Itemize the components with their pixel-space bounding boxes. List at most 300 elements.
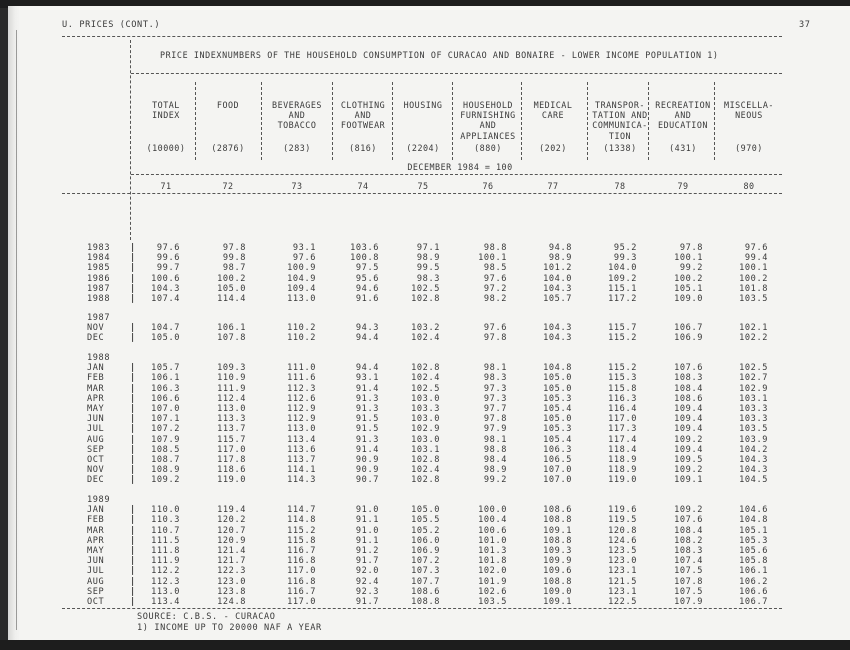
- column-header-line: TOBACCO: [277, 120, 317, 131]
- cell-value: 101.9: [478, 576, 507, 587]
- cell-value: 104.2: [739, 444, 768, 455]
- bottom-rule: [62, 608, 782, 609]
- cell-value: 112.9: [287, 404, 316, 414]
- cell-value: 104.3: [543, 323, 572, 334]
- cell-value: 104.8: [739, 515, 768, 526]
- cell-value: 102.4: [411, 333, 440, 344]
- cell-value: 107.0: [543, 475, 572, 486]
- cell-value: 105.1: [739, 525, 768, 536]
- cell-value: 109.9: [543, 556, 572, 567]
- row-divider: |: [130, 455, 136, 465]
- cell-value: 109.4: [287, 283, 316, 294]
- cell-value: 104.9: [287, 273, 316, 284]
- cell-value: 91.5: [355, 414, 379, 425]
- cell-value: 112.4: [217, 393, 246, 404]
- cell-value: 107.9: [151, 434, 180, 445]
- cell-value: 106.9: [674, 333, 703, 344]
- column-header-line: TRANSPOR-: [595, 100, 645, 110]
- cell-value: 102.5: [739, 363, 768, 374]
- cell-value: 102.2: [739, 333, 768, 344]
- cell-value: 94.8: [548, 243, 572, 253]
- cell-value: 95.2: [613, 243, 637, 253]
- cell-value: 92.4: [355, 576, 379, 587]
- row-divider: |: [130, 525, 136, 536]
- cell-value: 104.8: [543, 363, 572, 374]
- row-label: OCT: [87, 597, 105, 607]
- cell-value: 110.2: [287, 333, 316, 344]
- cell-value: 100.1: [674, 253, 703, 264]
- cell-value: 109.0: [543, 586, 572, 597]
- cell-value: 113.0: [287, 424, 316, 435]
- cell-value: 90.9: [355, 465, 379, 476]
- cell-value: 113.7: [217, 424, 246, 435]
- cell-value: 116.8: [287, 576, 316, 587]
- cell-value: 116.4: [608, 404, 637, 414]
- row-label: JAN: [87, 363, 105, 374]
- cell-value: 112.2: [151, 566, 180, 577]
- cell-value: 108.4: [674, 525, 703, 536]
- row-label: MAY: [87, 546, 105, 556]
- cell-value: 123.5: [608, 546, 637, 556]
- cell-value: 118.9: [608, 465, 637, 476]
- cell-value: 98.3: [416, 273, 440, 284]
- cell-value: 106.3: [151, 383, 180, 394]
- row-divider: |: [130, 373, 136, 384]
- cell-value: 102.8: [411, 455, 440, 465]
- row-label: 1986: [87, 273, 111, 284]
- code-rule: [62, 193, 782, 194]
- cell-value: 98.3: [483, 373, 507, 384]
- cell-value: 115.2: [608, 363, 637, 374]
- cell-value: 112.3: [287, 383, 316, 394]
- cell-value: 104.3: [739, 465, 768, 476]
- cell-value: 91.3: [355, 434, 379, 445]
- cell-value: 93.1: [292, 243, 316, 253]
- cell-value: 109.3: [217, 363, 246, 374]
- cell-value: 91.0: [355, 525, 379, 536]
- cell-value: 91.1: [355, 535, 379, 546]
- cell-value: 106.0: [411, 535, 440, 546]
- row-label: SEP: [87, 586, 105, 597]
- binding-edge-line: [16, 30, 17, 630]
- cell-value: 94.4: [355, 363, 379, 374]
- cell-value: 105.7: [151, 363, 180, 374]
- cell-value: 108.8: [543, 535, 572, 546]
- cell-value: 109.4: [674, 414, 703, 425]
- cell-value: 105.0: [151, 333, 180, 344]
- cell-value: 105.3: [739, 535, 768, 546]
- column-header-line: TION: [608, 130, 632, 141]
- cell-value: 98.1: [483, 434, 507, 445]
- column-weight: (10000): [146, 143, 186, 153]
- row-label: NOV: [87, 465, 105, 476]
- row-divider: |: [130, 424, 136, 435]
- cell-value: 102.8: [411, 363, 440, 374]
- row-divider: |: [130, 505, 136, 516]
- cell-value: 98.2: [483, 294, 507, 304]
- cell-value: 121.7: [217, 556, 246, 567]
- cell-value: 103.2: [411, 323, 440, 334]
- cell-value: 102.4: [411, 373, 440, 384]
- cell-value: 123.0: [217, 576, 246, 587]
- cell-value: 103.0: [411, 434, 440, 445]
- cell-value: 109.2: [151, 475, 180, 486]
- column-weight: (2204): [406, 143, 440, 153]
- row-label: JUN: [87, 414, 105, 425]
- cell-value: 107.2: [411, 556, 440, 567]
- column-header-line: EDUCATION: [658, 120, 708, 131]
- cell-value: 124.6: [608, 535, 637, 546]
- row-label: FEB: [87, 373, 105, 384]
- cell-value: 104.6: [739, 505, 768, 516]
- cell-value: 120.9: [217, 535, 246, 546]
- cell-value: 106.9: [411, 546, 440, 556]
- cell-value: 113.4: [151, 597, 180, 607]
- row-divider: |: [130, 566, 136, 577]
- cell-value: 117.2: [608, 294, 637, 304]
- cell-value: 111.6: [287, 373, 316, 384]
- cell-value: 102.6: [478, 586, 507, 597]
- cell-value: 107.5: [674, 586, 703, 597]
- column-code: 74: [357, 181, 369, 191]
- cell-value: 91.7: [355, 556, 379, 567]
- cell-value: 103.3: [739, 414, 768, 425]
- row-label: 1983: [87, 243, 111, 253]
- cell-value: 91.1: [355, 515, 379, 526]
- column-header-line: TATION AND: [592, 110, 648, 121]
- cell-value: 91.0: [355, 505, 379, 516]
- cell-value: 102.7: [739, 373, 768, 384]
- cell-value: 97.7: [483, 404, 507, 414]
- cell-value: 117.8: [217, 455, 246, 465]
- row-label: JUL: [87, 424, 105, 435]
- cell-value: 111.5: [151, 535, 180, 546]
- cell-value: 112.9: [287, 414, 316, 425]
- cell-value: 109.1: [674, 475, 703, 486]
- cell-value: 115.8: [287, 535, 316, 546]
- cell-value: 110.9: [217, 373, 246, 384]
- row-divider: |: [130, 404, 136, 414]
- row-divider: |: [130, 253, 136, 264]
- cell-value: 98.8: [483, 243, 507, 253]
- column-weight: (1338): [603, 143, 637, 153]
- cell-value: 108.6: [674, 393, 703, 404]
- cell-value: 115.2: [608, 333, 637, 344]
- cell-value: 117.0: [217, 444, 246, 455]
- cell-value: 105.4: [543, 434, 572, 445]
- group-heading: 1989: [87, 495, 111, 505]
- row-divider: |: [130, 434, 136, 445]
- cell-value: 93.1: [355, 373, 379, 384]
- cell-value: 97.3: [483, 393, 507, 404]
- row-label: AUG: [87, 434, 105, 445]
- cell-value: 94.4: [355, 333, 379, 344]
- column-header-line: FOOD: [216, 100, 240, 110]
- cell-value: 97.5: [355, 263, 379, 274]
- cell-value: 115.1: [608, 283, 637, 294]
- row-divider: |: [130, 393, 136, 404]
- cell-value: 91.3: [355, 393, 379, 404]
- row-divider: |: [130, 243, 136, 253]
- cell-value: 106.1: [151, 373, 180, 384]
- cell-value: 99.2: [483, 475, 507, 486]
- row-label: 1987: [87, 283, 111, 294]
- cell-value: 122.5: [608, 597, 637, 607]
- row-label: 1985: [87, 263, 111, 274]
- cell-value: 121.5: [608, 576, 637, 587]
- row-divider: |: [130, 363, 136, 374]
- row-divider: |: [130, 586, 136, 597]
- row-label: OCT: [87, 455, 105, 465]
- cell-value: 122.3: [217, 566, 246, 577]
- footnote: 1) INCOME UP TO 20000 NAF A YEAR: [137, 623, 322, 633]
- cell-value: 114.8: [287, 515, 316, 526]
- cell-value: 105.7: [543, 294, 572, 304]
- cell-value: 106.7: [739, 597, 768, 607]
- cell-value: 91.3: [355, 404, 379, 414]
- cell-value: 117.0: [287, 566, 316, 577]
- cell-value: 97.8: [483, 333, 507, 344]
- row-label: SEP: [87, 444, 105, 455]
- cell-value: 108.5: [151, 444, 180, 455]
- cell-value: 118.6: [217, 465, 246, 476]
- cell-value: 98.1: [483, 363, 507, 374]
- row-label: 1984: [87, 253, 111, 264]
- cell-value: 103.5: [739, 294, 768, 304]
- row-label: DEC: [87, 475, 105, 486]
- cell-value: 91.4: [355, 383, 379, 394]
- cell-value: 105.3: [543, 393, 572, 404]
- cell-value: 101.8: [739, 283, 768, 294]
- cell-value: 91.4: [355, 444, 379, 455]
- cell-value: 107.2: [151, 424, 180, 435]
- column-header-line: CLOTHING: [340, 100, 386, 110]
- row-divider: |: [130, 263, 136, 274]
- cell-value: 108.9: [151, 465, 180, 476]
- cell-value: 111.9: [217, 383, 246, 394]
- cell-value: 97.2: [483, 283, 507, 294]
- cell-value: 91.2: [355, 546, 379, 556]
- row-divider: |: [130, 283, 136, 294]
- cell-value: 100.1: [478, 253, 507, 264]
- cell-value: 97.6: [483, 323, 507, 334]
- cell-value: 108.2: [674, 535, 703, 546]
- cell-value: 110.2: [287, 323, 316, 334]
- column-divider: [714, 82, 715, 160]
- column-divider: [452, 82, 453, 160]
- cell-value: 117.0: [608, 414, 637, 425]
- cell-value: 106.1: [739, 566, 768, 577]
- column-divider: [392, 82, 393, 160]
- cell-value: 102.5: [411, 383, 440, 394]
- cell-value: 99.2: [679, 263, 703, 274]
- cell-value: 97.6: [483, 273, 507, 284]
- cell-value: 99.7: [156, 263, 180, 274]
- cell-value: 104.7: [151, 323, 180, 334]
- column-code: 72: [222, 181, 234, 191]
- cell-value: 105.4: [543, 404, 572, 414]
- row-label: 1988: [87, 294, 111, 304]
- cell-value: 116.7: [287, 586, 316, 597]
- cell-value: 104.3: [543, 333, 572, 344]
- cell-value: 94.6: [355, 283, 379, 294]
- cell-value: 107.6: [674, 363, 703, 374]
- cell-value: 109.1: [543, 597, 572, 607]
- cell-value: 97.8: [483, 414, 507, 425]
- cell-value: 107.0: [543, 465, 572, 476]
- cell-value: 99.4: [744, 253, 768, 264]
- cell-value: 119.0: [608, 475, 637, 486]
- cell-value: 100.6: [478, 525, 507, 536]
- row-label: MAR: [87, 383, 105, 394]
- cell-value: 117.0: [287, 597, 316, 607]
- cell-value: 111.0: [287, 363, 316, 374]
- cell-value: 113.6: [287, 444, 316, 455]
- cell-value: 102.5: [411, 283, 440, 294]
- row-label: DEC: [87, 333, 105, 344]
- cell-value: 124.8: [217, 597, 246, 607]
- column-code: 76: [482, 181, 494, 191]
- column-header-line: NEOUS: [735, 110, 763, 121]
- column-code: 77: [547, 181, 559, 191]
- cell-value: 98.8: [483, 444, 507, 455]
- cell-value: 114.1: [287, 465, 316, 476]
- cell-value: 115.7: [217, 434, 246, 445]
- cell-value: 116.3: [608, 393, 637, 404]
- cell-value: 109.3: [543, 546, 572, 556]
- column-divider: [332, 82, 333, 160]
- cell-value: 113.0: [151, 586, 180, 597]
- cell-value: 102.0: [478, 566, 507, 577]
- cell-value: 117.4: [608, 434, 637, 445]
- cell-value: 104.5: [739, 475, 768, 486]
- cell-value: 103.6: [350, 243, 379, 253]
- column-header-line: HOUSEHOLD: [463, 100, 513, 110]
- cell-value: 92.3: [355, 586, 379, 597]
- cell-value: 123.8: [217, 586, 246, 597]
- cell-value: 108.8: [543, 515, 572, 526]
- cell-value: 97.8: [222, 243, 246, 253]
- cell-value: 98.9: [483, 465, 507, 476]
- cell-value: 103.3: [739, 404, 768, 414]
- cell-value: 108.7: [151, 455, 180, 465]
- column-header-line: AND: [674, 110, 692, 121]
- cell-value: 98.5: [483, 263, 507, 274]
- row-divider: |: [130, 465, 136, 476]
- cell-value: 102.9: [739, 383, 768, 394]
- cell-value: 121.4: [217, 546, 246, 556]
- cell-value: 113.4: [287, 434, 316, 445]
- cell-value: 118.9: [608, 455, 637, 465]
- column-header-line: BEVERAGES: [272, 100, 322, 110]
- cell-value: 101.0: [478, 535, 507, 546]
- cell-value: 101.2: [543, 263, 572, 274]
- row-label: JUL: [87, 566, 105, 577]
- column-code: 73: [291, 181, 303, 191]
- cell-value: 106.3: [543, 444, 572, 455]
- cell-value: 103.1: [739, 393, 768, 404]
- cell-value: 105.8: [739, 556, 768, 567]
- cell-value: 91.5: [355, 424, 379, 435]
- cell-value: 104.0: [608, 263, 637, 274]
- cell-value: 111.9: [151, 556, 180, 567]
- cell-value: 97.6: [292, 253, 316, 264]
- column-header-line: COMMUNICA-: [592, 120, 648, 131]
- row-divider: |: [130, 515, 136, 526]
- cell-value: 115.3: [608, 373, 637, 384]
- cell-value: 117.3: [608, 424, 637, 435]
- cell-value: 107.0: [151, 404, 180, 414]
- header-rule: [131, 174, 782, 175]
- cell-value: 106.7: [674, 323, 703, 334]
- column-header-line: APPLIANCES: [460, 130, 516, 141]
- column-weight: (202): [539, 143, 567, 153]
- column-divider: [521, 82, 522, 160]
- cell-value: 103.0: [411, 393, 440, 404]
- column-code: 71: [160, 181, 172, 191]
- cell-value: 120.8: [608, 525, 637, 536]
- cell-value: 105.6: [739, 546, 768, 556]
- column-code: 78: [614, 181, 626, 191]
- cell-value: 108.6: [411, 586, 440, 597]
- page-number: 37: [799, 20, 811, 30]
- cell-value: 99.8: [222, 253, 246, 264]
- cell-value: 102.8: [411, 475, 440, 486]
- cell-value: 108.4: [674, 383, 703, 394]
- cell-value: 107.5: [674, 566, 703, 577]
- cell-value: 107.4: [151, 294, 180, 304]
- cell-value: 115.2: [287, 525, 316, 536]
- cell-value: 101.8: [478, 556, 507, 567]
- group-heading: 1988: [87, 353, 111, 363]
- cell-value: 100.2: [739, 273, 768, 284]
- table-title: PRICE INDEXNUMBERS OF THE HOUSEHOLD CONSUMPTION OF CURACAO AND BONAIRE - LOWER INCOME POPULATION 1): [160, 50, 719, 60]
- cell-value: 97.6: [156, 243, 180, 253]
- cell-value: 91.7: [355, 597, 379, 607]
- column-weight: (431): [669, 143, 697, 153]
- column-header-line: TOTAL: [152, 100, 180, 110]
- cell-value: 119.0: [217, 475, 246, 486]
- cell-value: 109.5: [674, 455, 703, 465]
- column-weight: (970): [735, 143, 763, 153]
- cell-value: 103.5: [478, 597, 507, 607]
- cell-value: 114.7: [287, 505, 316, 516]
- row-divider: |: [130, 333, 136, 344]
- row-divider: |: [130, 414, 136, 425]
- cell-value: 100.0: [478, 505, 507, 516]
- cell-value: 91.6: [355, 294, 379, 304]
- cell-value: 109.2: [608, 273, 637, 284]
- cell-value: 113.0: [287, 294, 316, 304]
- row-divider: |: [130, 444, 136, 455]
- column-header-line: CARE: [541, 110, 565, 121]
- cell-value: 123.0: [608, 556, 637, 567]
- cell-value: 119.4: [217, 505, 246, 516]
- cell-value: 102.1: [739, 323, 768, 334]
- cell-value: 105.0: [543, 383, 572, 394]
- column-header-line: MEDICAL: [533, 100, 573, 110]
- column-header-line: INDEX: [152, 110, 180, 121]
- cell-value: 107.7: [411, 576, 440, 587]
- column-weight: (816): [349, 143, 377, 153]
- cell-value: 102.8: [411, 294, 440, 304]
- cell-value: 106.2: [739, 576, 768, 587]
- cell-value: 100.6: [151, 273, 180, 284]
- cell-value: 97.3: [483, 383, 507, 394]
- cell-value: 105.2: [411, 525, 440, 536]
- cell-value: 107.3: [411, 566, 440, 577]
- column-header-line: FOOTWEAR: [340, 120, 386, 131]
